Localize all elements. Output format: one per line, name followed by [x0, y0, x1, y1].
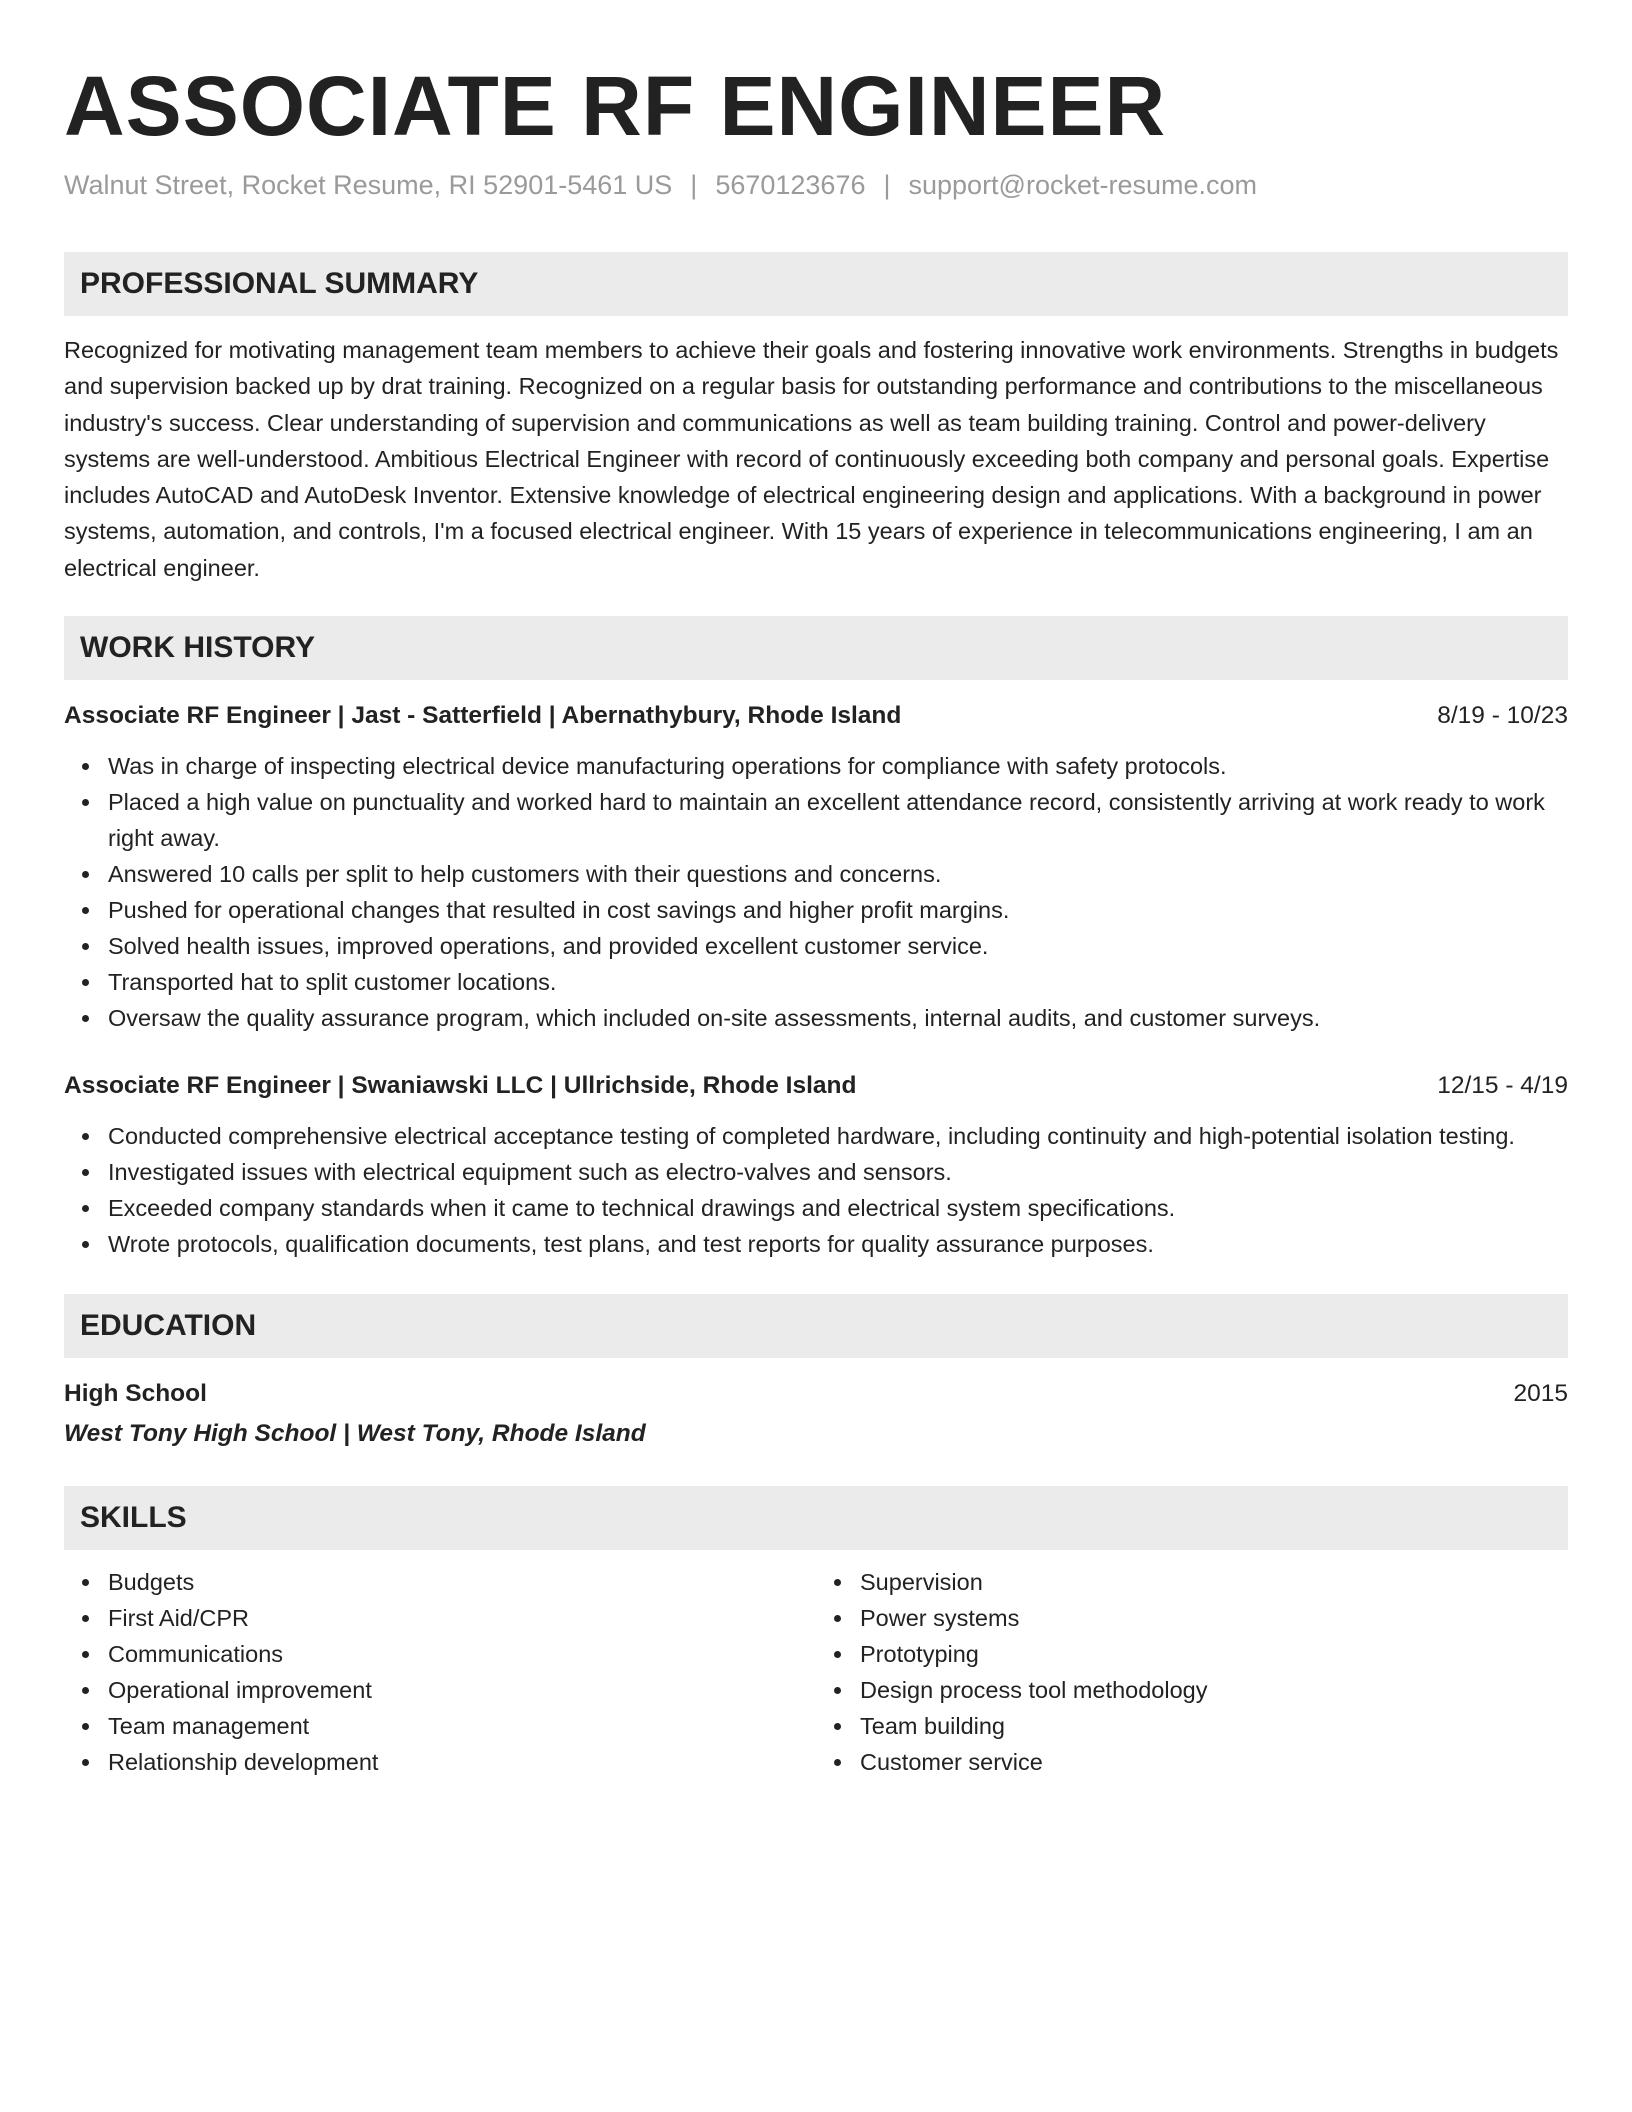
job-dates: 12/15 - 4/19: [1437, 1072, 1568, 1100]
education-school: West Tony High School | West Tony, Rhode Island: [64, 1420, 646, 1448]
skill-item: Customer service: [860, 1744, 1568, 1780]
skill-item: Supervision: [860, 1564, 1568, 1600]
job-header: [64, 698, 1568, 734]
contact-line: [64, 168, 1568, 202]
contact-address: Walnut Street, Rocket Resume, RI 52901-5461 US: [64, 170, 673, 200]
contact-separator: |: [690, 170, 698, 200]
job-bullet: Wrote protocols, qualification documents, test plans, and test reports for quality assurance purposes.: [108, 1226, 1568, 1262]
job-bullet: Investigated issues with electrical equipment such as electro-valves and sensors.: [108, 1154, 1568, 1190]
job-entry: [64, 1068, 1568, 1262]
summary-paragraph: Recognized for motivating management team members to achieve their goals and fostering innovative work environments. Strengths in budgets and supervision backed up by drat training. Recognized on a regular basis for outstanding performance and contributions to the miscellaneous industry's success. Clear understanding of supervision and communications as well as team building training. Control and power-delivery systems are well-understood. Ambitious Electrical Engineer with record of continuously exceeding both company and personal goals. Expertise includes AutoCAD and AutoDesk Inventor. Extensive knowledge of electrical engineering design and applications. With a background in power systems, automation, and controls, I'm a focused electrical engineer. With 15 years of experience in telecommunications engineering, I am an electrical engineer.: [64, 337, 1559, 581]
skill-item: Power systems: [860, 1600, 1568, 1636]
skill-item: Team management: [108, 1708, 816, 1744]
section-header-work-history: WORK HISTORY: [64, 616, 1568, 680]
skill-item: Communications: [108, 1636, 816, 1672]
job-header: [64, 1068, 1568, 1104]
skill-item: Team building: [860, 1708, 1568, 1744]
job-bullet: Was in charge of inspecting electrical device manufacturing operations for compliance with safety protocols.: [108, 748, 1568, 784]
contact-phone: 5670123676: [715, 170, 866, 200]
skill-item: First Aid/CPR: [108, 1600, 816, 1636]
section-header-summary: PROFESSIONAL SUMMARY: [64, 252, 1568, 316]
job-bullet: Solved health issues, improved operations, and provided excellent customer service.: [108, 928, 1568, 964]
job-title: Associate RF Engineer | Swaniawski LLC | Ullrichside, Rhode Island: [64, 1072, 857, 1100]
job-bullet: Exceeded company standards when it came to technical drawings and electrical system specifications.: [108, 1190, 1568, 1226]
job-bullet: Placed a high value on punctuality and worked hard to maintain an excellent attendance record, consistently arriving at work ready to work right away.: [108, 784, 1568, 856]
skill-item: Design process tool methodology: [860, 1672, 1568, 1708]
education-header: [64, 1376, 1568, 1412]
job-bullet: Pushed for operational changes that resulted in cost savings and higher profit margins.: [108, 892, 1568, 928]
contact-email: support@rocket-resume.com: [908, 170, 1258, 200]
skills-list-right: [816, 1564, 1568, 1780]
job-bullet: Transported hat to split customer locations.: [108, 964, 1568, 1000]
job-entry: [64, 698, 1568, 1036]
section-header-education: EDUCATION: [64, 1294, 1568, 1358]
job-bullet-list: [64, 1118, 1568, 1262]
skill-item: Budgets: [108, 1564, 816, 1600]
job-bullet-list: [64, 748, 1568, 1036]
education-degree: High School: [64, 1380, 207, 1408]
contact-separator: |: [883, 170, 891, 200]
job-dates: 8/19 - 10/23: [1437, 702, 1568, 730]
skill-item: Relationship development: [108, 1744, 816, 1780]
skills-list-left: [64, 1564, 816, 1780]
resume-name-heading: ASSOCIATE RF ENGINEER: [64, 59, 1167, 153]
job-bullet: Answered 10 calls per split to help customers with their questions and concerns.: [108, 856, 1568, 892]
skill-item: Prototyping: [860, 1636, 1568, 1672]
section-header-skills: SKILLS: [64, 1486, 1568, 1550]
job-title: Associate RF Engineer | Jast - Satterfield | Abernathybury, Rhode Island: [64, 702, 902, 730]
job-bullet: Conducted comprehensive electrical acceptance testing of completed hardware, including continuity and high-potential isolation testing.: [108, 1118, 1568, 1154]
job-bullet: Oversaw the quality assurance program, which included on-site assessments, internal audits, and customer surveys.: [108, 1000, 1568, 1036]
skills-grid: [64, 1564, 1568, 1780]
skill-item: Operational improvement: [108, 1672, 816, 1708]
education-year: 2015: [1513, 1380, 1568, 1408]
